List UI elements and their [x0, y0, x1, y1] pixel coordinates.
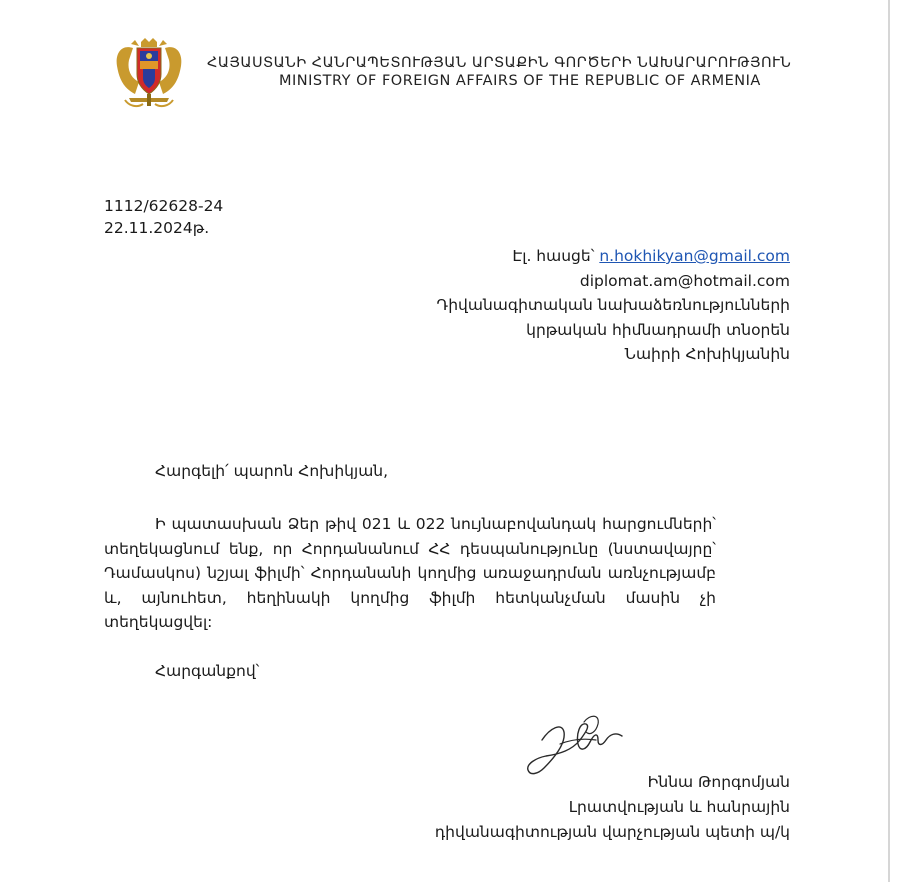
- addressee-line-2: կրթական հիմնադրամի տնօրեն: [526, 320, 790, 339]
- email-secondary: diplomat.am@hotmail.com: [579, 271, 790, 290]
- addressee-line-1: Դիվանագիտական նախաձեռնությունների: [436, 296, 790, 314]
- signer-name: Իննա Թորգոմյան: [647, 773, 790, 791]
- ministry-title-armenian: ՀԱՅԱՍՏԱՆԻ ՀԱՆՐԱՊԵՏՈՒԹՅԱՆ ԱՐՏԱՔԻՆ ԳՈՐԾԵՐԻ ՆԱԽԱՐԱՐՈՒԹՅՈՒՆ: [207, 55, 792, 71]
- signer-block: [435, 770, 790, 845]
- salutation: Հարգելի՛ պարոն Հոխիկյան,: [155, 462, 389, 480]
- letter-body: Ի պատասխան Ձեր թիվ 021 և 022 նույնաբովանդակ հարցումների՝ տեղեկացնում ենք, որ Հորդանանում ՀՀ դեսպանությունը (նստավայրը՝ Դամասկոս) նշյալ ֆիլմի՝ Հորդանանի կողմից առաջադրման առնչությամբ և, այնուհետ, հեղինակի կողմից ֆիլմի հետկանչման մասին չի տեղեկացվել:: [104, 515, 716, 631]
- reference-number: 1112/62628-24: [104, 197, 224, 215]
- letterhead: [207, 54, 847, 90]
- email-label: Էլ. հասցե՝: [512, 247, 595, 265]
- page-edge: [888, 0, 890, 882]
- armenia-coat-of-arms-icon: [111, 38, 187, 110]
- reference-block: [104, 195, 223, 239]
- email-primary-link[interactable]: n.hokhikyan@gmail.com: [599, 247, 790, 265]
- signer-title-line-1: Լրատվության և հանրային: [568, 798, 790, 816]
- reference-date: 22.11.2024թ.: [104, 219, 210, 237]
- signer-title-line-2: դիվանագիտության վարչության պետի պ/կ: [434, 823, 790, 841]
- addressee-block: [437, 244, 790, 367]
- email-line: [437, 244, 790, 269]
- closing: Հարգանքով՝: [155, 662, 260, 680]
- addressee-line-3: Նաիրի Հոխիկյանին: [624, 345, 790, 363]
- ministry-title-english: MINISTRY OF FOREIGN AFFAIRS OF THE REPUBLIC OF ARMENIA: [279, 73, 761, 89]
